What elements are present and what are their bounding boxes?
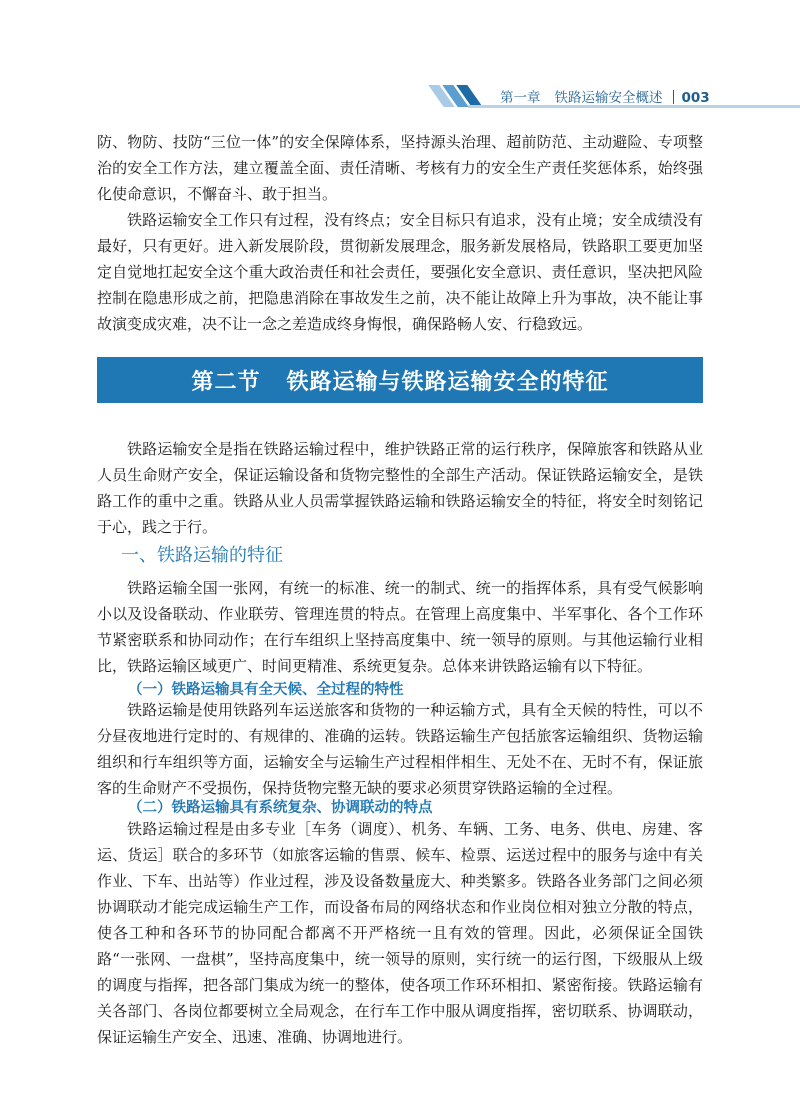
running-header	[500, 86, 710, 106]
section-number: 第二节	[191, 369, 261, 395]
paragraph: 铁路运输安全工作只有过程，没有终点；安全目标只有追求，没有止境；安全成绩没有最好，只有更好。进入新发展阶段，贯彻新发展理念，服务新发展格局，铁路职工要更加坚定自觉地扛起安全这个重大政治责任和社会责任，要强化安全意识、责任意识，坚决把风险控制在隐患形成之前，把隐患消除在事故发生之前，决不能让故障上升为事故，决不能让事故演变成灾难，决不让一念之差造成终身悔恨，确保路畅人安、行稳致远。	[97, 211, 703, 333]
subsection-1-block	[97, 575, 703, 679]
point-2-block	[97, 816, 703, 1050]
header-separator	[673, 90, 674, 104]
paragraph: 铁路运输是使用铁路列车运送旅客和货物的一种运输方式，具有全天候的特性，可以不分昼夜地进行定时的、有规律的、准确的运转。铁路运输生产包括旅客运输组织、货物运输组织和行车组织等方面，运输安全与运输生产过程相伴相生、无处不在、无时不有，保证旅客的生命财产不受损伤，保持货物完整无缺的要求必须贯穿铁路运输的全过程。	[97, 701, 703, 797]
point-1-block	[97, 697, 703, 801]
page-header	[0, 0, 800, 120]
point-heading: （二）铁路运输具有系统复杂、协调联动的特点	[128, 800, 433, 816]
section-title: 铁路运输与铁路运输安全的特征	[286, 369, 609, 395]
section-banner	[97, 357, 703, 403]
chapter-label: 第一章	[500, 90, 541, 106]
paragraph: 铁路运输全国一张网，有统一的标准、统一的制式、统一的指挥体系，具有受气候影响小以及设备联动、作业联劳、管理连贯的特点。在管理上高度集中、半军事化、各个工作环节紧密联系和协同动作；在行车组织上坚持高度集中、统一领导的原则。与其他运输行业相比，铁路运输区域更广、时间更精准、系统更复杂。总体来讲铁路运输有以下特征。	[97, 579, 703, 675]
point-heading: （一）铁路运输具有全天候、全过程的特性	[128, 682, 404, 698]
page-number: 003	[681, 90, 710, 106]
subsection-heading: 一、铁路运输的特征	[121, 545, 283, 566]
paragraph: 防、物防、技防“三位一体”的安全保障体系，坚持源头治理、超前防范、主动避险、专项整治的安全工作方法，建立覆盖全面、责任清晰、考核有力的安全生产责任奖惩体系，始终强化使命意识，不懈奋斗、敢于担当。	[97, 133, 703, 203]
paragraph: 铁路运输过程是由多专业［车务（调度）、机务、车辆、工务、电务、供电、房建、客运、货运］联合的多环节（如旅客运输的售票、候车、检票、运送过程中的服务与途中有关作业、下车、出站等）作业过程，涉及设备数量庞大、种类繁多。铁路各业务部门之间必须协调联动才能完成运输生产工作，而设备布局的网络状态和作业岗位相对独立分散的特点，使各工种和各环节的协同配合都离不开严格统一且有效的管理。因此，必须保证全国铁路“一张网、一盘棋”，坚持高度集中，统一领导的原则，实行统一的运行图，下级服从上级的调度与指挥，把各部门集成为统一的整体，使各项工作环环相扣、紧密衔接。铁路运输有关各部门、各岗位都要树立全局观念，在行车工作中服从调度指挥，密切联系、协调联动，保证运输生产安全、迅速、准确、协调地进行。	[97, 820, 703, 1046]
paragraph: 铁路运输安全是指在铁路运输过程中，维护铁路正常的运行秩序，保障旅客和铁路从业人员生命财产安全，保证运输设备和货物完整性的全部生产活动。保证铁路运输安全，是铁路工作的重中之重。铁路从业人员需掌握铁路运输和铁路运输安全的特征，将安全时刻铭记于心，践之于行。	[97, 440, 703, 536]
intro-text-block	[97, 129, 703, 337]
section-intro-block	[97, 436, 703, 540]
chapter-title: 铁路运输安全概述	[554, 90, 663, 106]
